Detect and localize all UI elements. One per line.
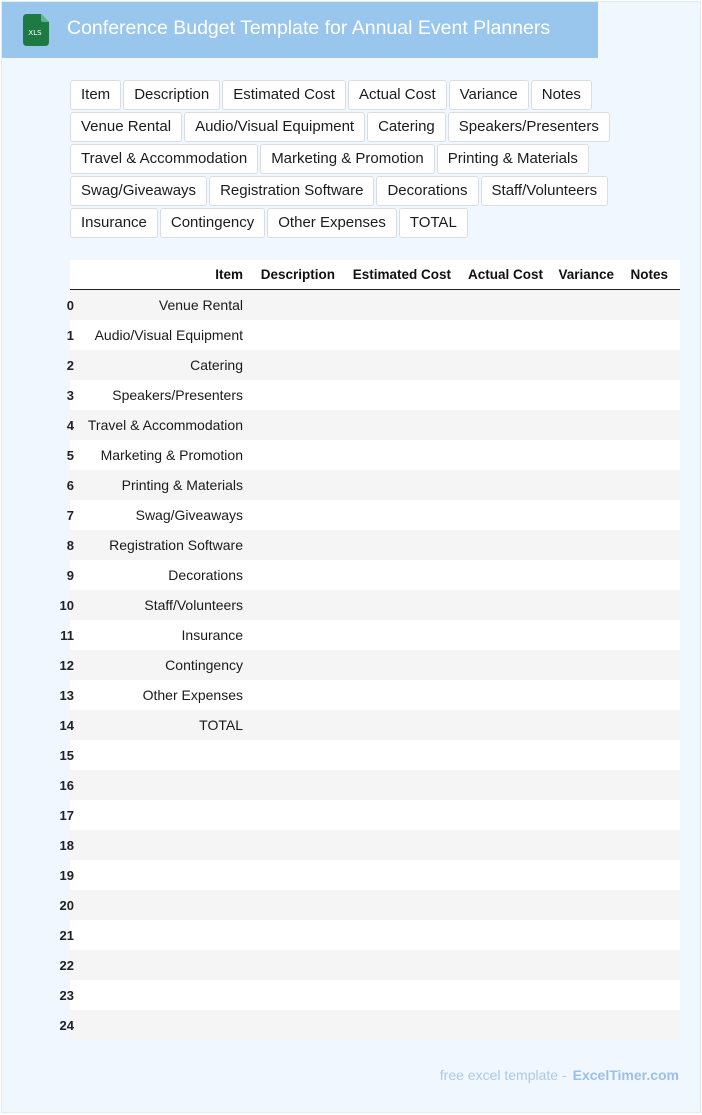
row-index: 14	[59, 717, 74, 733]
field-tag[interactable]: Decorations	[376, 176, 478, 206]
footer-brand-link[interactable]: ExcelTimer.com	[572, 1067, 679, 1083]
field-tag[interactable]: TOTAL	[399, 208, 468, 238]
row-index: 8	[66, 537, 74, 553]
table-row[interactable]	[59, 830, 680, 860]
column-header-description[interactable]: Description	[260, 267, 335, 282]
row-index: 1	[66, 327, 74, 343]
column-header-notes[interactable]: Notes	[630, 267, 668, 282]
row-index: 6	[66, 477, 74, 493]
field-tag[interactable]: Marketing & Promotion	[260, 144, 435, 174]
page-title: Conference Budget Template for Annual Event Planners	[67, 17, 551, 39]
tag-row	[70, 208, 630, 238]
table-row[interactable]	[66, 440, 680, 470]
column-header-estimated-cost[interactable]: Estimated Cost	[352, 267, 451, 282]
table-row[interactable]	[66, 530, 680, 560]
cell-item[interactable]: Speakers/Presenters	[112, 387, 243, 403]
row-index: 18	[59, 837, 74, 853]
column-header-actual-cost[interactable]: Actual Cost	[467, 267, 543, 282]
field-tag[interactable]: Variance	[449, 80, 529, 110]
row-index: 21	[59, 927, 74, 943]
cell-item[interactable]: TOTAL	[199, 717, 243, 733]
table-row[interactable]	[66, 380, 680, 410]
row-index: 19	[59, 867, 74, 883]
tag-row	[70, 80, 630, 110]
table-row[interactable]	[66, 320, 680, 350]
field-tag[interactable]: Description	[123, 80, 220, 110]
table-row[interactable]	[59, 950, 680, 980]
footer-prefix: free excel template -	[439, 1067, 567, 1083]
field-tag[interactable]: Staff/Volunteers	[481, 176, 609, 206]
table-row[interactable]	[59, 590, 680, 620]
table-row[interactable]	[66, 410, 680, 440]
tag-row	[70, 144, 630, 174]
row-index: 10	[59, 597, 74, 613]
table-body	[59, 290, 680, 1040]
table-row[interactable]	[59, 740, 680, 770]
budget-sheet	[59, 260, 680, 1040]
page	[1, 1, 701, 1113]
field-tags	[70, 80, 630, 240]
column-header-item[interactable]: Item	[215, 267, 243, 282]
row-index: 23	[59, 987, 74, 1003]
cell-item[interactable]: Printing & Materials	[121, 477, 243, 493]
excel-icon-label: XLS	[28, 29, 42, 37]
field-tag[interactable]: Venue Rental	[70, 112, 182, 142]
table-row[interactable]	[59, 650, 680, 680]
cell-item[interactable]: Audio/Visual Equipment	[94, 327, 243, 343]
field-tag[interactable]: Item	[70, 80, 121, 110]
table-row[interactable]	[59, 920, 680, 950]
table-header	[70, 260, 680, 290]
row-index: 16	[59, 777, 74, 793]
row-index: 3	[66, 387, 74, 403]
tag-row	[70, 176, 630, 206]
field-tag[interactable]: Registration Software	[209, 176, 374, 206]
field-tag[interactable]: Notes	[531, 80, 592, 110]
row-index: 15	[59, 747, 74, 763]
field-tag[interactable]: Audio/Visual Equipment	[184, 112, 365, 142]
field-tag[interactable]: Contingency	[160, 208, 265, 238]
row-index: 9	[66, 567, 74, 583]
field-tag[interactable]: Speakers/Presenters	[448, 112, 610, 142]
field-tag[interactable]: Estimated Cost	[222, 80, 346, 110]
table-row[interactable]	[59, 890, 680, 920]
row-index: 22	[59, 957, 74, 973]
field-tag[interactable]: Swag/Giveaways	[70, 176, 207, 206]
table-row[interactable]	[59, 800, 680, 830]
table-row[interactable]	[59, 1010, 680, 1040]
cell-item[interactable]: Staff/Volunteers	[144, 597, 243, 613]
field-tag[interactable]: Travel & Accommodation	[70, 144, 258, 174]
table-row[interactable]	[59, 860, 680, 890]
cell-item[interactable]: Travel & Accommodation	[87, 417, 243, 433]
row-index: 20	[59, 897, 74, 913]
cell-item[interactable]: Other Expenses	[142, 687, 243, 703]
field-tag[interactable]: Actual Cost	[348, 80, 447, 110]
field-tag[interactable]: Printing & Materials	[437, 144, 589, 174]
row-index: 4	[66, 417, 74, 433]
table-row[interactable]	[59, 770, 680, 800]
field-tag[interactable]: Insurance	[70, 208, 158, 238]
cell-item[interactable]: Venue Rental	[158, 297, 243, 313]
row-index: 13	[59, 687, 74, 703]
row-index: 2	[66, 357, 74, 373]
table-row[interactable]	[66, 470, 680, 500]
cell-item[interactable]: Registration Software	[109, 537, 243, 553]
table-row[interactable]	[60, 620, 680, 650]
field-tag[interactable]: Other Expenses	[267, 208, 397, 238]
table-row[interactable]	[66, 500, 680, 530]
table-row[interactable]	[59, 710, 680, 740]
column-header-variance[interactable]: Variance	[558, 267, 614, 282]
cell-item[interactable]: Marketing & Promotion	[100, 447, 243, 463]
row-index: 11	[60, 627, 74, 643]
table-row[interactable]	[66, 350, 680, 380]
row-index: 17	[59, 807, 74, 823]
cell-item[interactable]: Contingency	[165, 657, 243, 673]
cell-item[interactable]: Insurance	[181, 627, 243, 643]
header-banner	[2, 2, 598, 58]
row-index: 7	[66, 507, 74, 523]
table-row[interactable]	[66, 560, 680, 590]
table-row[interactable]	[59, 980, 680, 1010]
excel-file-icon	[23, 14, 49, 46]
row-index: 5	[66, 447, 74, 463]
row-index: 24	[59, 1017, 74, 1033]
row-index: 0	[66, 297, 74, 313]
field-tag[interactable]: Catering	[367, 112, 446, 142]
cell-item[interactable]: Decorations	[168, 567, 243, 583]
table-row[interactable]	[59, 680, 680, 710]
cell-item[interactable]: Swag/Giveaways	[135, 507, 243, 523]
footer-credit	[440, 1067, 679, 1083]
table-row[interactable]	[66, 290, 680, 320]
tag-row	[70, 112, 630, 142]
row-index: 12	[59, 657, 74, 673]
cell-item[interactable]: Catering	[190, 357, 243, 373]
